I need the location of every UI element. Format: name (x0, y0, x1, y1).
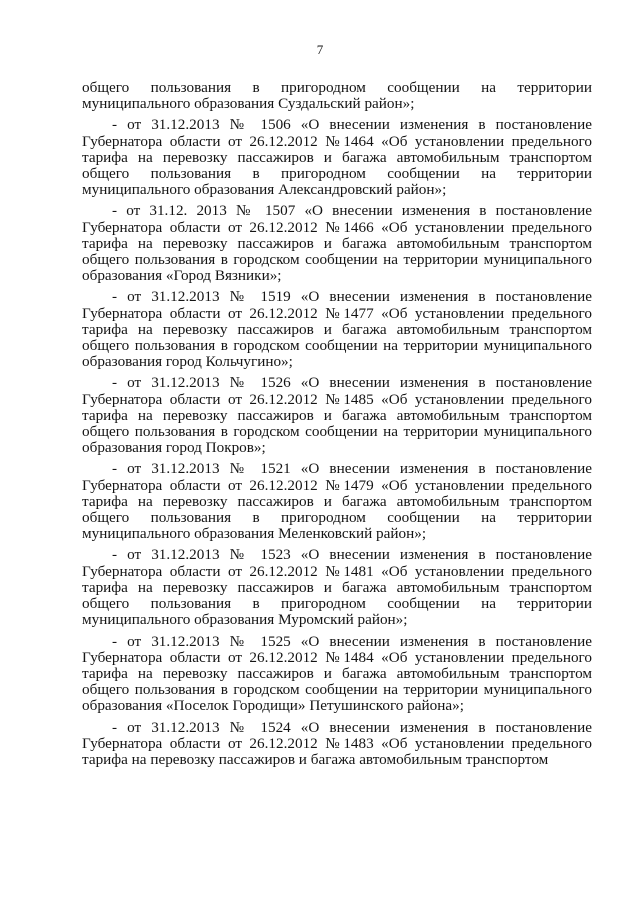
list-item-decree-1507: - от 31.12. 2013 № 1507 «О внесении изменения в постановление Губернатора области от 26.12.2012 №1466 «Об установлении предельного тарифа на перевозку пассажиров и багажа автомобильным транспортом общего пользования в городском сообщении на территории муниципального образования «Город Вязники»; (82, 202, 592, 285)
list-item-decree-1521: - от 31.12.2013 № 1521 «О внесении изменения в постановление Губернатора области от 26.12.2012 №1479 «Об установлении предельного тарифа на перевозку пассажиров и багажа автомобильным транспортом общего пользования в пригородном сообщении на территории муниципального образования Меленковский район»; (82, 460, 592, 543)
document-body (82, 80, 592, 773)
paragraph-continuation: общего пользования в пригородном сообщении на территории муниципального образования Суздальский район»; (82, 79, 592, 113)
list-item-decree-1523: - от 31.12.2013 № 1523 «О внесении изменения в постановление Губернатора области от 26.12.2012 №1481 «Об установлении предельного тарифа на перевозку пассажиров и багажа автомобильным транспортом общего пользования в пригородном сообщении на территории муниципального образования Муромский район»; (82, 546, 592, 629)
page-number: 7 (316, 42, 324, 57)
list-item-decree-1526: - от 31.12.2013 № 1526 «О внесении изменения в постановление Губернатора области от 26.12.2012 №1485 «Об установлении предельного тарифа на перевозку пассажиров и багажа автомобильным транспортом общего пользования в городском сообщении на территории муниципального образования город Покров»; (82, 374, 592, 457)
list-item-decree-1525: - от 31.12.2013 № 1525 «О внесении изменения в постановление Губернатора области от 26.12.2012 №1484 «Об установлении предельного тарифа на перевозку пассажиров и багажа автомобильным транспортом общего пользования в городском сообщении на территории муниципального образования «Поселок Городищи» Петушинского района»; (82, 632, 592, 715)
list-item-decree-1524: - от 31.12.2013 № 1524 «О внесении изменения в постановление Губернатора области от 26.12.2012 №1483 «Об установлении предельного тарифа на перевозку пассажиров и багажа автомобильным транспортом (82, 718, 592, 768)
list-item-decree-1519: - от 31.12.2013 № 1519 «О внесении изменения в постановление Губернатора области от 26.12.2012 №1477 «Об установлении предельного тарифа на перевозку пассажиров и багажа автомобильным транспортом общего пользования в городском сообщении на территории муниципального образования город Кольчугино»; (82, 288, 592, 371)
list-item-decree-1506: - от 31.12.2013 № 1506 «О внесении изменения в постановление Губернатора области от 26.12.2012 №1464 «Об установлении предельного тарифа на перевозку пассажиров и багажа автомобильным транспортом общего пользования в пригородном сообщении на территории муниципального образования Александровский район»; (82, 116, 592, 199)
